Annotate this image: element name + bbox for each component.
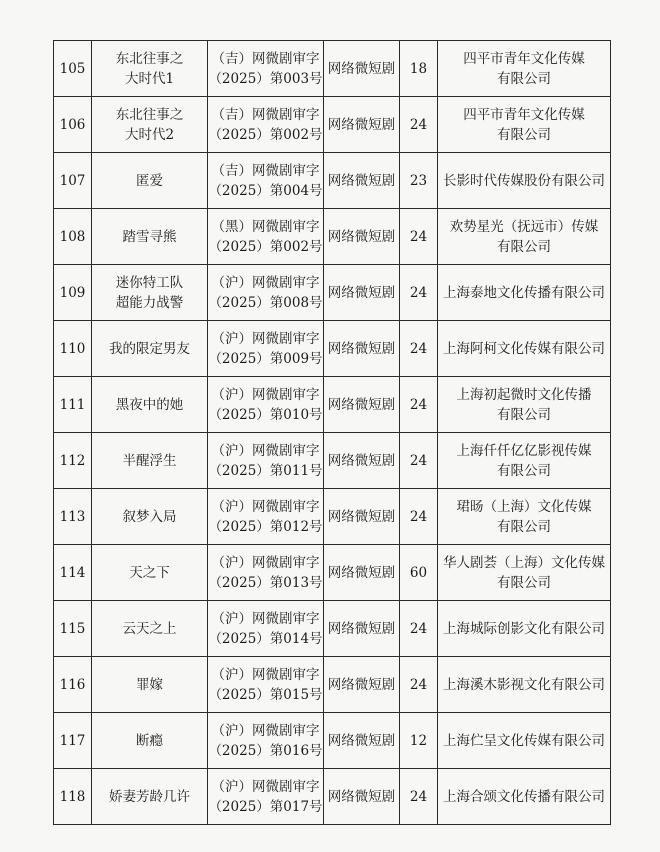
table-row [54, 377, 611, 433]
drama-type: 网络微短剧 [327, 732, 396, 749]
serial-number: 115 [59, 620, 86, 637]
drama-title-line: 大时代2 [124, 126, 175, 143]
cell-production-company [438, 769, 611, 825]
cell-episode-count [400, 97, 438, 153]
drama-type: 网络微短剧 [327, 620, 396, 637]
serial-number: 106 [59, 116, 86, 133]
permit-number-line: （黑）网微剧审字 [211, 218, 320, 235]
table-row [54, 601, 611, 657]
cell-serial-number [54, 153, 92, 209]
permit-number-line: （吉）网微剧审字 [211, 50, 320, 67]
permit-number-line: （2025）第003号 [208, 70, 323, 87]
cell-permit-number [208, 545, 324, 601]
cell-drama-title [92, 657, 208, 713]
permit-number-line: （沪）网微剧审字 [211, 778, 320, 795]
cell-permit-number [208, 97, 324, 153]
episode-count: 24 [409, 116, 428, 133]
cell-permit-number [208, 265, 324, 321]
cell-drama-title [92, 377, 208, 433]
table-row [54, 657, 611, 713]
permit-number-line: （2025）第017号 [208, 798, 323, 815]
permit-number-line: （沪）网微剧审字 [211, 330, 320, 347]
cell-drama-title [92, 209, 208, 265]
serial-number: 118 [59, 788, 86, 805]
cell-drama-title [92, 41, 208, 97]
cell-production-company [438, 489, 611, 545]
permit-number-line: （沪）网微剧审字 [211, 666, 320, 683]
permit-number-line: （2025）第016号 [208, 742, 323, 759]
cell-serial-number [54, 769, 92, 825]
permit-number-line: （沪）网微剧审字 [211, 554, 320, 571]
cell-episode-count [400, 377, 438, 433]
cell-drama-title [92, 489, 208, 545]
cell-production-company [438, 209, 611, 265]
drama-title-line: 天之下 [129, 564, 170, 581]
drama-title-line: 断瘾 [136, 732, 163, 749]
production-company-line: 上海城际创影文化有限公司 [443, 620, 605, 637]
drama-title-line: 迷你特工队 [115, 274, 184, 291]
cell-permit-number [208, 433, 324, 489]
permit-number-line: （沪）网微剧审字 [211, 442, 320, 459]
drama-type: 网络微短剧 [327, 340, 396, 357]
production-company-line: 欢势星光（抚远市）传媒 [449, 218, 599, 235]
drama-title-line: 匿爱 [136, 172, 163, 189]
cell-permit-number [208, 601, 324, 657]
cell-episode-count [400, 265, 438, 321]
permit-number-line: （2025）第015号 [208, 686, 323, 703]
cell-drama-type [324, 377, 400, 433]
table-row [54, 769, 611, 825]
production-company-line: 上海泰地文化传播有限公司 [443, 284, 605, 301]
cell-drama-type [324, 769, 400, 825]
drama-type: 网络微短剧 [327, 564, 396, 581]
drama-type: 网络微短剧 [327, 676, 396, 693]
production-company-line: 上海阿柯文化传媒有限公司 [443, 340, 605, 357]
table-row [54, 153, 611, 209]
cell-production-company [438, 41, 611, 97]
episode-count: 60 [409, 564, 428, 581]
production-company-line: 有限公司 [497, 574, 551, 591]
cell-episode-count [400, 41, 438, 97]
drama-type: 网络微短剧 [327, 172, 396, 189]
drama-title-line: 半醒浮生 [122, 452, 177, 469]
table-row [54, 97, 611, 153]
table-row [54, 489, 611, 545]
cell-drama-title [92, 321, 208, 377]
episode-count: 24 [409, 452, 428, 469]
production-company-line: 有限公司 [497, 518, 551, 535]
cell-episode-count [400, 657, 438, 713]
cell-serial-number [54, 265, 92, 321]
production-company-line: 珺旸（上海）文化传媒 [456, 498, 592, 515]
cell-permit-number [208, 41, 324, 97]
production-company-line: 上海仟仟亿亿影视传媒 [456, 442, 592, 459]
cell-drama-type [324, 657, 400, 713]
permit-number-line: （沪）网微剧审字 [211, 498, 320, 515]
permit-number-line: （2025）第004号 [208, 182, 323, 199]
cell-episode-count [400, 769, 438, 825]
cell-production-company [438, 545, 611, 601]
permit-number-line: （2025）第002号 [208, 238, 323, 255]
cell-episode-count [400, 489, 438, 545]
episode-count: 24 [409, 788, 428, 805]
cell-permit-number [208, 713, 324, 769]
cell-serial-number [54, 489, 92, 545]
drama-title-line: 云天之上 [122, 620, 177, 637]
permit-number-line: （2025）第010号 [208, 406, 323, 423]
table-row [54, 209, 611, 265]
episode-count: 18 [409, 60, 428, 77]
drama-title-line: 大时代1 [124, 70, 175, 87]
production-company-line: 上海伫呈文化传媒有限公司 [443, 732, 605, 749]
permit-number-line: （2025）第013号 [208, 574, 323, 591]
drama-title-line: 超能力战警 [115, 294, 184, 311]
cell-drama-title [92, 545, 208, 601]
serial-number: 112 [59, 452, 86, 469]
cell-serial-number [54, 41, 92, 97]
cell-drama-title [92, 433, 208, 489]
cell-drama-type [324, 545, 400, 601]
registry-table [53, 40, 611, 825]
episode-count: 24 [409, 676, 428, 693]
cell-production-company [438, 657, 611, 713]
cell-permit-number [208, 153, 324, 209]
permit-number-line: （2025）第012号 [208, 518, 323, 535]
production-company-line: 有限公司 [497, 70, 551, 87]
permit-number-line: （吉）网微剧审字 [211, 106, 320, 123]
cell-episode-count [400, 153, 438, 209]
cell-serial-number [54, 657, 92, 713]
cell-production-company [438, 153, 611, 209]
serial-number: 113 [59, 508, 86, 525]
serial-number: 110 [59, 340, 86, 357]
cell-drama-title [92, 97, 208, 153]
cell-permit-number [208, 321, 324, 377]
production-company-line: 四平市青年文化传媒 [463, 106, 585, 123]
drama-type: 网络微短剧 [327, 228, 396, 245]
cell-drama-type [324, 433, 400, 489]
serial-number: 116 [59, 676, 86, 693]
registry-table-body [54, 41, 611, 825]
cell-production-company [438, 265, 611, 321]
cell-episode-count [400, 601, 438, 657]
permit-number-line: （沪）网微剧审字 [211, 722, 320, 739]
episode-count: 23 [409, 172, 428, 189]
serial-number: 111 [59, 396, 86, 413]
drama-type: 网络微短剧 [327, 452, 396, 469]
drama-type: 网络微短剧 [327, 396, 396, 413]
episode-count: 24 [409, 284, 428, 301]
cell-serial-number [54, 209, 92, 265]
cell-drama-type [324, 489, 400, 545]
cell-episode-count [400, 321, 438, 377]
permit-number-line: （沪）网微剧审字 [211, 610, 320, 627]
permit-number-line: （2025）第008号 [208, 294, 323, 311]
cell-production-company [438, 433, 611, 489]
drama-title-line: 我的限定男友 [109, 340, 190, 357]
permit-number-line: （2025）第009号 [208, 350, 323, 367]
cell-drama-title [92, 265, 208, 321]
cell-episode-count [400, 433, 438, 489]
cell-serial-number [54, 377, 92, 433]
production-company-line: 上海初起微时文化传播 [456, 386, 592, 403]
cell-serial-number [54, 601, 92, 657]
table-row [54, 265, 611, 321]
production-company-line: 有限公司 [497, 126, 551, 143]
cell-permit-number [208, 769, 324, 825]
drama-title-line: 东北往事之 [115, 50, 184, 67]
drama-title-line: 东北往事之 [115, 106, 184, 123]
cell-drama-type [324, 41, 400, 97]
serial-number: 109 [59, 284, 86, 301]
table-row [54, 545, 611, 601]
cell-drama-type [324, 321, 400, 377]
episode-count: 24 [409, 228, 428, 245]
episode-count: 24 [409, 508, 428, 525]
cell-episode-count [400, 545, 438, 601]
production-company-line: 有限公司 [497, 238, 551, 255]
cell-serial-number [54, 433, 92, 489]
cell-drama-type [324, 97, 400, 153]
serial-number: 114 [59, 564, 86, 581]
drama-title-line: 娇妻芳龄几许 [109, 788, 190, 805]
cell-drama-type [324, 265, 400, 321]
permit-number-line: （2025）第002号 [208, 126, 323, 143]
production-company-line: 华人剧荟（上海）文化传媒 [443, 554, 605, 571]
production-company-line: 上海合颂文化传播有限公司 [443, 788, 605, 805]
drama-type: 网络微短剧 [327, 284, 396, 301]
cell-serial-number [54, 713, 92, 769]
drama-type: 网络微短剧 [327, 508, 396, 525]
production-company-line: 有限公司 [497, 406, 551, 423]
serial-number: 107 [59, 172, 86, 189]
episode-count: 24 [409, 340, 428, 357]
drama-type: 网络微短剧 [327, 788, 396, 805]
permit-number-line: （2025）第011号 [208, 462, 323, 479]
cell-production-company [438, 713, 611, 769]
cell-permit-number [208, 489, 324, 545]
drama-title-line: 黑夜中的她 [115, 396, 184, 413]
cell-production-company [438, 377, 611, 433]
cell-drama-title [92, 153, 208, 209]
production-company-line: 上海溪木影视文化有限公司 [443, 676, 605, 693]
cell-drama-title [92, 713, 208, 769]
cell-permit-number [208, 209, 324, 265]
cell-production-company [438, 601, 611, 657]
drama-type: 网络微短剧 [327, 116, 396, 133]
drama-title-line: 叙梦入局 [122, 508, 177, 525]
table-row [54, 713, 611, 769]
drama-title-line: 罪嫁 [136, 676, 163, 693]
drama-title-line: 踏雪寻熊 [122, 228, 177, 245]
table-row [54, 433, 611, 489]
cell-permit-number [208, 657, 324, 713]
serial-number: 105 [59, 60, 86, 77]
cell-serial-number [54, 321, 92, 377]
cell-serial-number [54, 97, 92, 153]
cell-drama-title [92, 601, 208, 657]
cell-drama-title [92, 769, 208, 825]
cell-permit-number [208, 377, 324, 433]
permit-number-line: （沪）网微剧审字 [211, 274, 320, 291]
permit-number-line: （2025）第014号 [208, 630, 323, 647]
production-company-line: 四平市青年文化传媒 [463, 50, 585, 67]
cell-drama-type [324, 153, 400, 209]
serial-number: 108 [59, 228, 86, 245]
cell-production-company [438, 97, 611, 153]
episode-count: 24 [409, 396, 428, 413]
permit-number-line: （吉）网微剧审字 [211, 162, 320, 179]
cell-drama-type [324, 601, 400, 657]
production-company-line: 有限公司 [497, 462, 551, 479]
cell-serial-number [54, 545, 92, 601]
cell-drama-type [324, 713, 400, 769]
serial-number: 117 [59, 732, 86, 749]
production-company-line: 长影时代传媒股份有限公司 [443, 172, 605, 189]
cell-production-company [438, 321, 611, 377]
cell-drama-type [324, 209, 400, 265]
episode-count: 12 [409, 732, 428, 749]
episode-count: 24 [409, 620, 428, 637]
drama-type: 网络微短剧 [327, 60, 396, 77]
cell-episode-count [400, 209, 438, 265]
cell-episode-count [400, 713, 438, 769]
table-row [54, 321, 611, 377]
table-row [54, 41, 611, 97]
permit-number-line: （沪）网微剧审字 [211, 386, 320, 403]
